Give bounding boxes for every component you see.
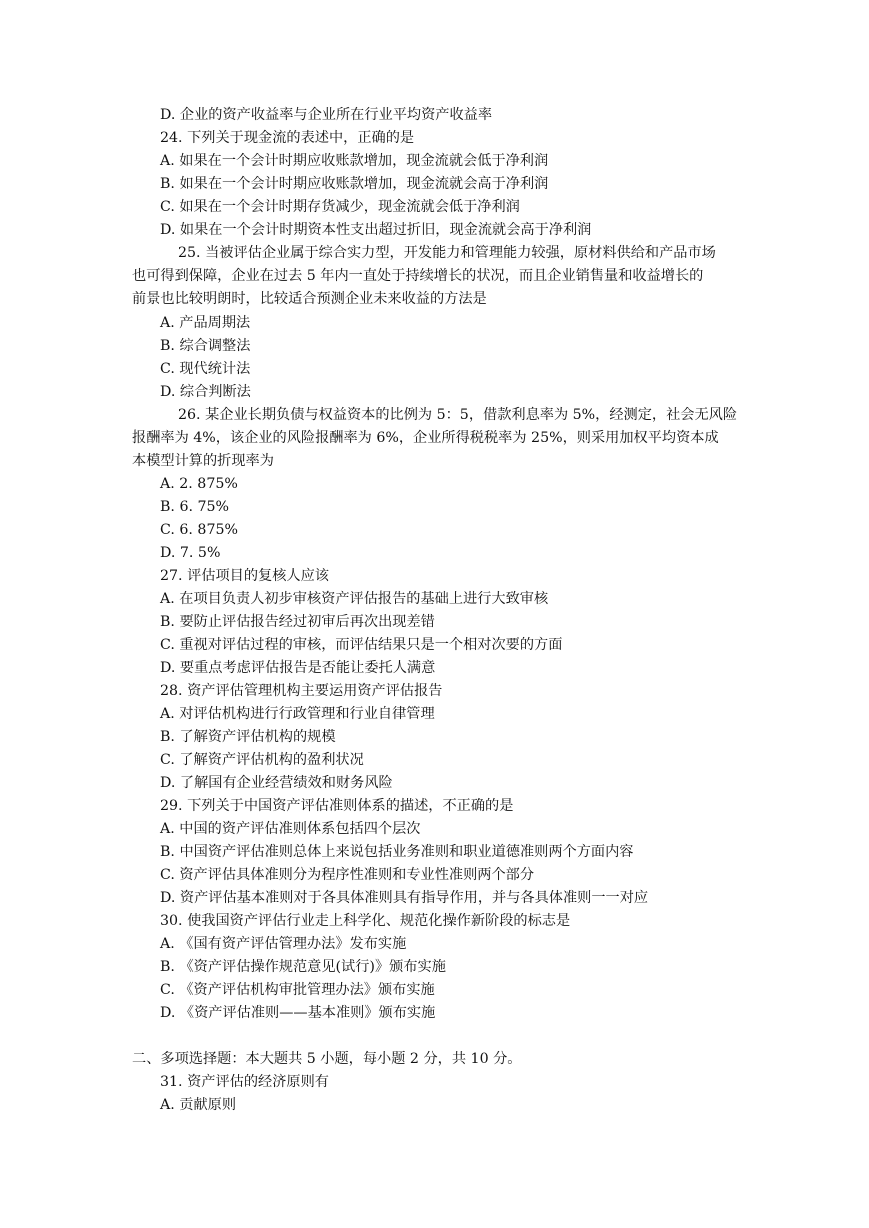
option-29a: A. 中国的资产评估准则体系包括四个层次 <box>160 821 421 837</box>
question-26: 26. 某企业长期负债与权益资本的比例为 5：5，借款利息率为 5%，经测定，社会无风险 <box>178 407 738 423</box>
option-25d: D. 综合判断法 <box>160 384 251 400</box>
option-30c: C. 《资产评估机构审批管理办法》颁布实施 <box>160 982 435 998</box>
option-26c: C. 6. 875% <box>160 522 238 538</box>
option-27c: C. 重视对评估过程的审核，而评估结果只是一个相对次要的方面 <box>160 637 563 653</box>
question-25-cont: 也可得到保障，企业在过去 5 年内一直处于持续增长的状况，而且企业销售量和收益增长的 <box>132 268 704 284</box>
option-31a: A. 贡献原则 <box>160 1097 237 1113</box>
question-26-cont: 报酬率为 4%，该企业的风险报酬率为 6%，企业所得税税率为 25%，则采用加权平均资本成 <box>132 430 719 446</box>
option-28c: C. 了解资产评估机构的盈利状况 <box>160 752 364 768</box>
option-25c: C. 现代统计法 <box>160 361 251 377</box>
option-29d: D. 资产评估基本准则对于各具体准则具有指导作用，并与各具体准则一一对应 <box>160 890 649 906</box>
question-28: 28. 资产评估管理机构主要运用资产评估报告 <box>160 683 443 699</box>
option-24a: A. 如果在一个会计时期应收账款增加，现金流就会低于净利润 <box>160 153 549 169</box>
option-27b: B. 要防止评估报告经过初审后再次出现差错 <box>160 614 435 630</box>
option-24d: D. 如果在一个会计时期资本性支出超过折旧，现金流就会高于净利润 <box>160 222 592 238</box>
option-28a: A. 对评估机构进行行政管理和行业自律管理 <box>160 706 435 722</box>
option-24c: C. 如果在一个会计时期存货减少，现金流就会低于净利润 <box>160 199 520 215</box>
option-29b: B. 中国资产评估准则总体上来说包括业务准则和职业道德准则两个方面内容 <box>160 844 634 860</box>
option-26a: A. 2. 875% <box>160 476 238 492</box>
option-28b: B. 了解资产评估机构的规模 <box>160 729 336 745</box>
option-24b: B. 如果在一个会计时期应收账款增加，现金流就会高于净利润 <box>160 176 549 192</box>
option-26b: B. 6. 75% <box>160 499 230 515</box>
question-31: 31. 资产评估的经济原则有 <box>160 1074 329 1090</box>
option-29c: C. 资产评估具体准则分为程序性准则和专业性准则两个部分 <box>160 867 535 883</box>
question-27: 27. 评估项目的复核人应该 <box>160 568 329 584</box>
option-25b: B. 综合调整法 <box>160 338 251 354</box>
question-24: 24. 下列关于现金流的表述中，正确的是 <box>160 130 415 146</box>
option-27a: A. 在项目负责人初步审核资产评估报告的基础上进行大致审核 <box>160 591 549 607</box>
option-27d: D. 要重点考虑评估报告是否能让委托人满意 <box>160 660 436 676</box>
section-heading: 二、多项选择题：本大题共 5 小题，每小题 2 分，共 10 分。 <box>132 1051 522 1067</box>
question-26-cont: 本模型计算的折现率为 <box>132 453 274 469</box>
option-25a: A. 产品周期法 <box>160 315 251 331</box>
question-30: 30. 使我国资产评估行业走上科学化、规范化操作新阶段的标志是 <box>160 913 571 929</box>
option-30d: D. 《资产评估准则——基本准则》颁布实施 <box>160 1005 436 1021</box>
question-25: 25. 当被评估企业属于综合实力型，开发能力和管理能力较强，原材料供给和产品市场 <box>178 245 716 261</box>
option-30a: A. 《国有资产评估管理办法》发布实施 <box>160 936 407 952</box>
option-30b: B. 《资产评估操作规范意见(试行)》颁布实施 <box>160 959 446 975</box>
option-26d: D. 7. 5% <box>160 545 221 561</box>
question-29: 29. 下列关于中国资产评估准则体系的描述，不正确的是 <box>160 798 514 814</box>
option-23d: D. 企业的资产收益率与企业所在行业平均资产收益率 <box>160 107 493 123</box>
question-25-cont: 前景也比较明朗时，比较适合预测企业未来收益的方法是 <box>132 291 487 307</box>
option-28d: D. 了解国有企业经营绩效和财务风险 <box>160 775 393 791</box>
